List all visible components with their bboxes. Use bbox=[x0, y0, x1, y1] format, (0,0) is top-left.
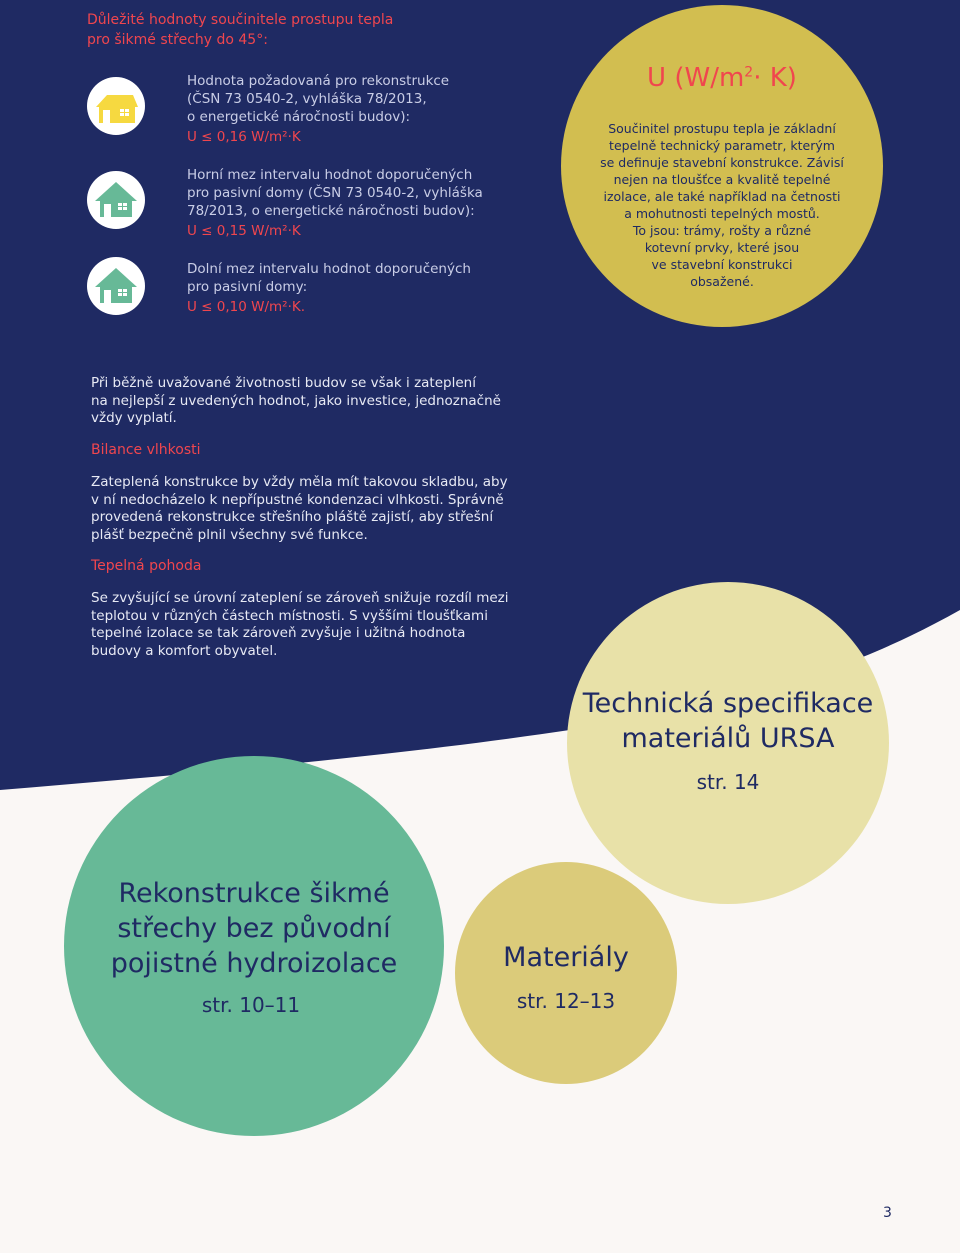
section-heading-moisture: Bilance vlhkosti bbox=[91, 442, 201, 458]
paragraph-moisture: Zateplená konstrukce by vždy měla mít takovou skladbu, aby v ní nedocházelo k nepřípustné kondenzaci vlhkosti. Správně provedená rekonstrukce střešního pláště zajistí, aby střešní plášť bezpečně plnil všechny své funkce. bbox=[91, 474, 508, 543]
requirement-passive-upper: Horní mez intervalu hodnot doporučených pro pasivní domy (ČSN 73 0540-2, vyhláška 78/2013, o energetické náročnosti budov): U ≤ 0,15 W/m²·K bbox=[187, 166, 507, 240]
paragraph-comfort: Se zvyšující se úrovní zateplení se zároveň snižuje rozdíl mezi teplotou v různých částech místnosti. S vyššími tloušťkami tepelné izolace se tak zároveň zvyšuje i užitná hodnota budovy a komfort obyvatel. bbox=[91, 590, 509, 659]
house-green-icon bbox=[87, 171, 145, 229]
u-definition-text: Součinitel prostupu tepla je základní tepelně technický parametr, kterým se definuje stavební konstrukce. Závisí nejen na tloušťce a kvalitě tepelné izolace, ale také například na četnosti a mohutnosti tepelných mostů. To jsou: trámy, rošty a různé kotevní prvky, které jsou ve stavební konstrukci obsažené. bbox=[600, 121, 844, 289]
nav-circle-technical-spec[interactable]: Technická specifikace materiálů URSA str. 14 bbox=[567, 582, 889, 904]
intro-heading: Důležité hodnoty součinitele prostupu tepla pro šikmé střechy do 45°: bbox=[87, 12, 394, 48]
house-yellow-icon bbox=[87, 77, 145, 135]
nav-circle-materials[interactable]: Materiály str. 12–13 bbox=[455, 862, 677, 1084]
nav-circle-reconstruction[interactable]: Rekonstrukce šikmé střechy bez původní pojistné hydroizolace str. 10–11 bbox=[64, 756, 444, 1136]
house-green-icon bbox=[87, 257, 145, 315]
page-reference: str. 14 bbox=[696, 770, 760, 794]
u-definition-circle bbox=[561, 5, 883, 327]
page-reference: str. 10–11 bbox=[201, 993, 301, 1017]
paragraph-investment: Při běžně uvažované životnosti budov se však i zateplení na nejlepší z uvedených hodnot, jako investice, jednoznačně vždy vyplatí. bbox=[91, 375, 501, 426]
page-reference: str. 12–13 bbox=[516, 989, 616, 1013]
u-title: U $(W/m^2\cdot K)$ bbox=[647, 63, 797, 93]
requirement-reconstruction: Hodnota požadovaná pro rekonstrukce (ČSN 73 0540-2, vyhláška 78/2013, o energetické náročnosti budov): U ≤ 0,16 W/m²·K bbox=[187, 72, 507, 146]
u-value: U ≤ 0,10 W/m²·K. bbox=[187, 299, 306, 315]
u-value: U ≤ 0,16 W/m²·K bbox=[187, 129, 301, 145]
u-value: U ≤ 0,15 W/m²·K bbox=[187, 223, 301, 239]
section-heading-comfort: Tepelná pohoda bbox=[91, 558, 202, 574]
requirement-passive-lower: Dolní mez intervalu hodnot doporučených pro pasivní domy: U ≤ 0,10 W/m²·K. bbox=[187, 260, 507, 316]
page-number: 3 bbox=[883, 1205, 892, 1221]
